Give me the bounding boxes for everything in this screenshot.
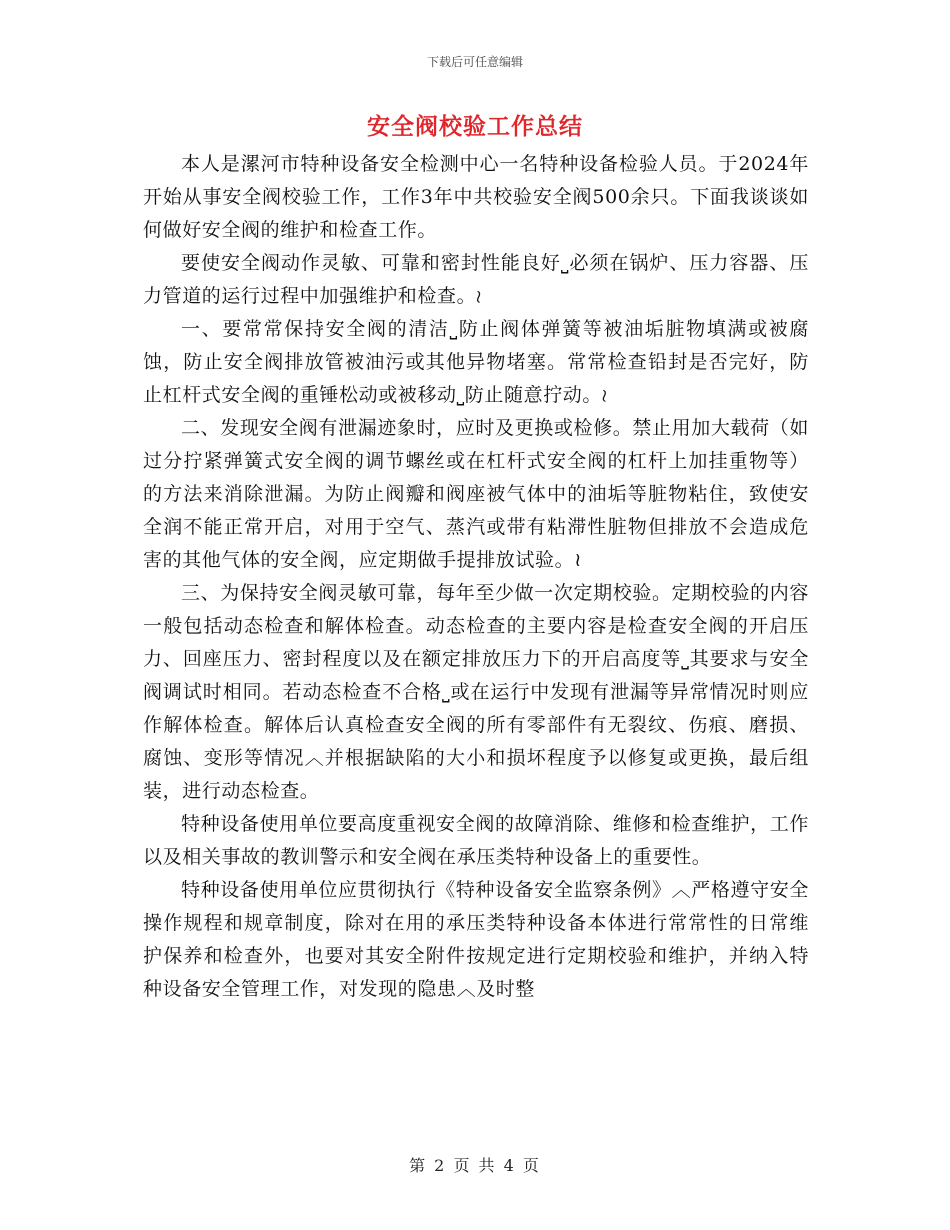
paragraph-point-3: 三、为保持安全阀灵敏可靠，每年至少做一次定期校验。定期校验的内容一般包括动态检查和解体检查。动态检查的主要内容是检查安全阀的开启压力、回座压力、密封程度以及在额定排放压力下的开启高度等⎵其要求与安全阀调试时相同。若动态检查不合格⎵或在运行中发现有泄漏等异常情况时则应作解体检查。解体后认真检查安全阀的所有零部件有无裂纹、伤痕、磨损、腐蚀、变形等情况︿并根据缺陷的大小和损坏程度予以修复或更换，最后组装，进行动态检查。 <box>143 582 809 802</box>
paragraph-regulations: 特种设备使用单位应贯彻执行《特种设备安全监察条例》︿严格遵守安全操作规程和规章制度，除对在用的承压类特种设备本体进行常常性的日常维护保养和检查外，也要对其安全附件按规定进行定期校验和维护，并纳入特种设备安全管理工作，对发现的隐患︿及时整 <box>143 879 809 1000</box>
document-title: 安全阀校验工作总结 <box>367 113 583 140</box>
paragraph-point-2: 二、发现安全阀有泄漏迹象时，应时及更换或检修。禁止用加大载荷（如过分拧紧弹簧式安全阀的调节螺丝或在杠杆式安全阀的杠杆上加挂重物等）的方法来消除泄漏。为防止阀瓣和阀座被气体中的油垢等脏物粘住，致使安全润不能正常开启，对用于空气、蒸汽或带有粘滞性脏物但排放不会造成危害的其他气体的安全阀，应定期做手提排放试验。≀ <box>143 417 809 571</box>
document-body <box>143 148 809 1006</box>
header-note: 下载后可任意编辑 <box>426 55 523 69</box>
page-number: 第 2 页 共 4 页 <box>409 1156 541 1175</box>
paragraph-requirement: 要使安全阀动作灵敏、可靠和密封性能良好⎵必须在锅炉、压力容器、压力管道的运行过程中加强维护和检查。≀ <box>143 252 809 307</box>
paragraph-intro: 本人是漯河市特种设备安全检测中心一名特种设备检验人员。于2024年开始从事安全阀校验工作，工作3年中共校验安全阀500余只。下面我谈谈如何做好安全阀的维护和检查工作。 <box>143 153 809 241</box>
paragraph-point-1: 一、要常常保持安全阀的清洁⎵防止阀体弹簧等被油垢脏物填满或被腐蚀，防止安全阀排放管被油污或其他异物堵塞。常常检查铅封是否完好，防止杠杆式安全阀的重锤松动或被移动⎵防止随意拧动。≀ <box>143 318 809 406</box>
paragraph-importance: 特种设备使用单位要高度重视安全阀的故障消除、维修和检查维护，工作以及相关事故的教训警示和安全阀在承压类特种设备上的重要性。 <box>143 813 809 868</box>
